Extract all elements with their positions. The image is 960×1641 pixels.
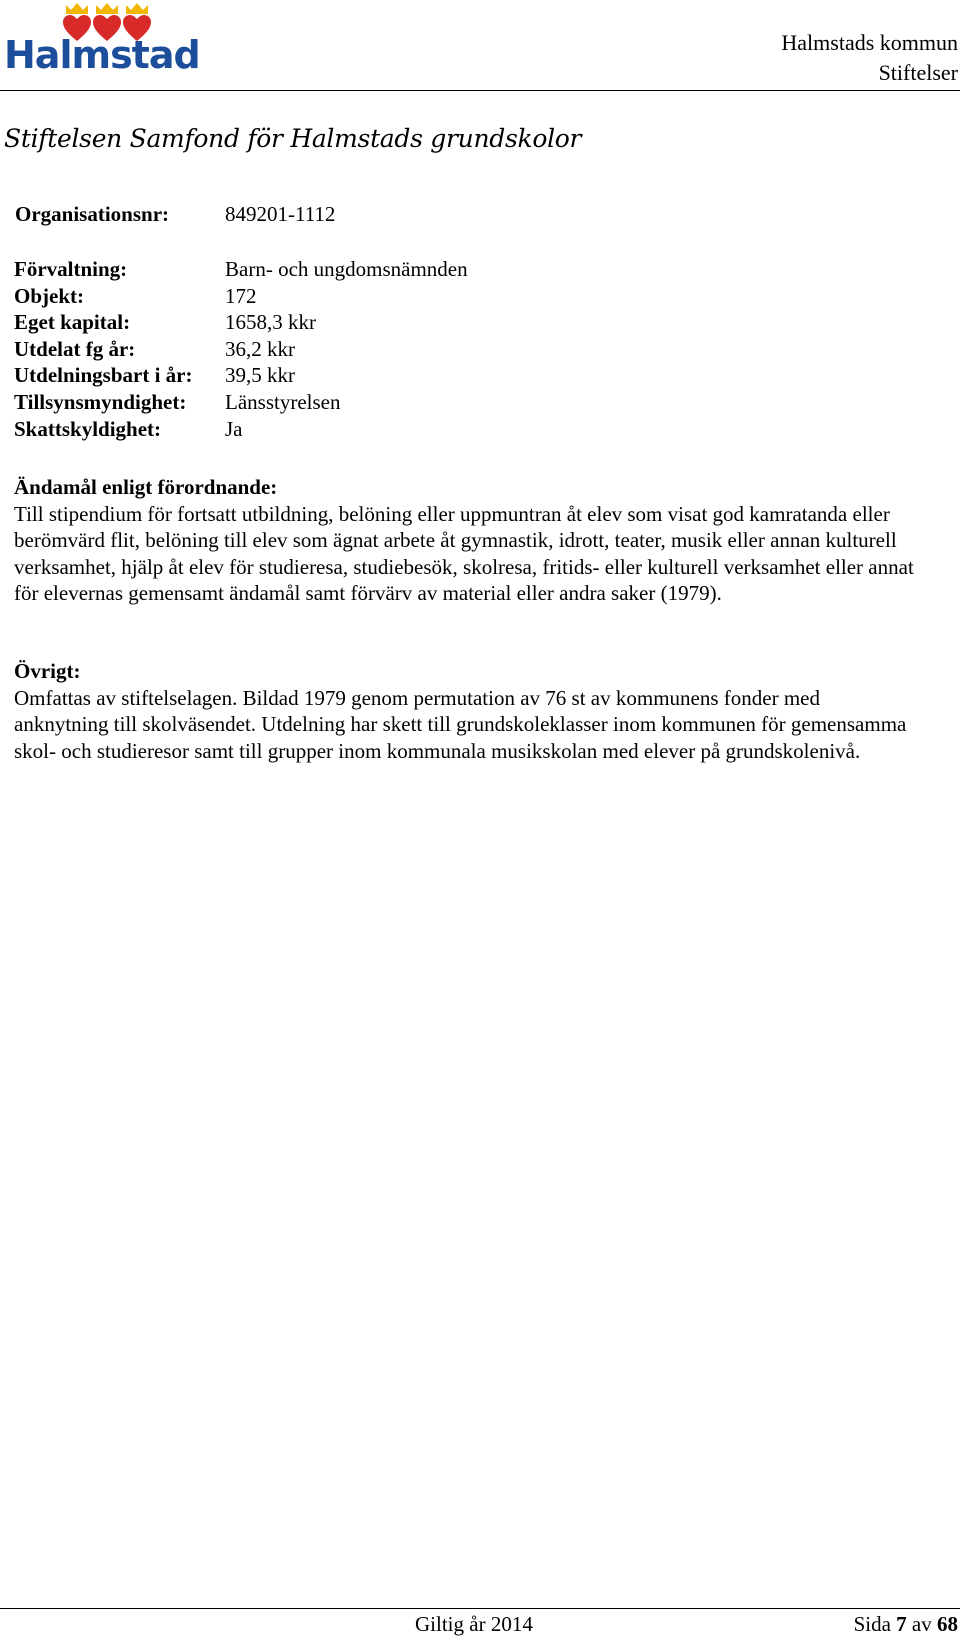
fact-value: Länsstyrelsen [225, 389, 341, 414]
org-number-label: Organisationsnr: [15, 202, 170, 226]
page-title: Stiftelsen Samfond för Halmstads grundskolor [4, 124, 582, 153]
facts-list [14, 256, 468, 442]
purpose-text: Till stipendium för fortsatt utbildning, belöning eller uppmuntran åt elev som visat god kamratanda eller berömvärd flit, belöning till elev som ägnat arbete åt gymnastik, idrott, teater, musik eller annan kulturell verksamhet, hjälp åt elev för studieresa, studiebesök, skolresa, fritids- eller kulturell verksamhet eller annat för elevernas gemensamt ändamål samt förvärv av material eller andra saker (1979). [14, 502, 914, 605]
footer-page-number [854, 1612, 958, 1637]
org-number-row [15, 202, 335, 227]
fact-value: 39,5 kkr [225, 363, 295, 388]
page-total: 68 [937, 1612, 958, 1636]
header-section-name: Stiftelser [878, 60, 958, 85]
page-header [0, 0, 960, 92]
logo-wordmark: Halmstad [4, 33, 200, 77]
purpose-section [14, 474, 914, 606]
fact-label: Eget kapital: [14, 310, 131, 335]
fact-label: Tillsynsmyndighet: [14, 389, 187, 414]
fact-row [14, 283, 468, 310]
fact-value: Ja [225, 416, 243, 441]
halmstad-logo [4, 2, 200, 77]
org-number-value: 849201-1112 [225, 202, 336, 226]
fact-label: Objekt: [14, 283, 84, 308]
fact-row [14, 309, 468, 336]
fact-value: 172 [225, 283, 257, 308]
purpose-heading: Ändamål enligt förordnande: [14, 475, 278, 499]
fact-value: 36,2 kkr [225, 336, 295, 361]
header-org-name: Halmstads kommun [781, 30, 958, 55]
fact-row [14, 389, 468, 416]
fact-label: Utdelat fg år: [14, 336, 136, 361]
fact-value: Barn- och ungdomsnämnden [225, 257, 468, 281]
other-section [14, 658, 914, 764]
fact-row [14, 336, 468, 363]
fact-row [14, 362, 468, 389]
footer-divider [0, 1608, 960, 1609]
crown-icon [66, 3, 148, 14]
fact-label: Skattskyldighet: [14, 416, 162, 441]
header-right [781, 28, 958, 88]
page-current: 7 [896, 1612, 907, 1636]
fact-row [14, 416, 468, 443]
other-text: Omfattas av stiftelselagen. Bildad 1979 genom permutation av 76 st av kommunens fonder med anknytning till skolväsendet. Utdelning har skett till grundskoleklasser inom kommunen för gemensamma skol- och studieresor samt till grupper inom kommunala musikskolan med elever på grundskolenivå. [14, 686, 907, 763]
fact-value: 1658,3 kkr [225, 310, 316, 335]
page-prefix: Sida [853, 1612, 891, 1636]
fact-label: Förvaltning: [14, 257, 128, 281]
page-separator: av [911, 1612, 932, 1636]
footer-valid-year: Giltig år 2014 [415, 1612, 533, 1636]
other-heading: Övrigt: [14, 659, 81, 683]
fact-label: Utdelningsbart i år: [14, 363, 193, 388]
header-divider [0, 90, 960, 91]
fact-row [14, 256, 468, 283]
